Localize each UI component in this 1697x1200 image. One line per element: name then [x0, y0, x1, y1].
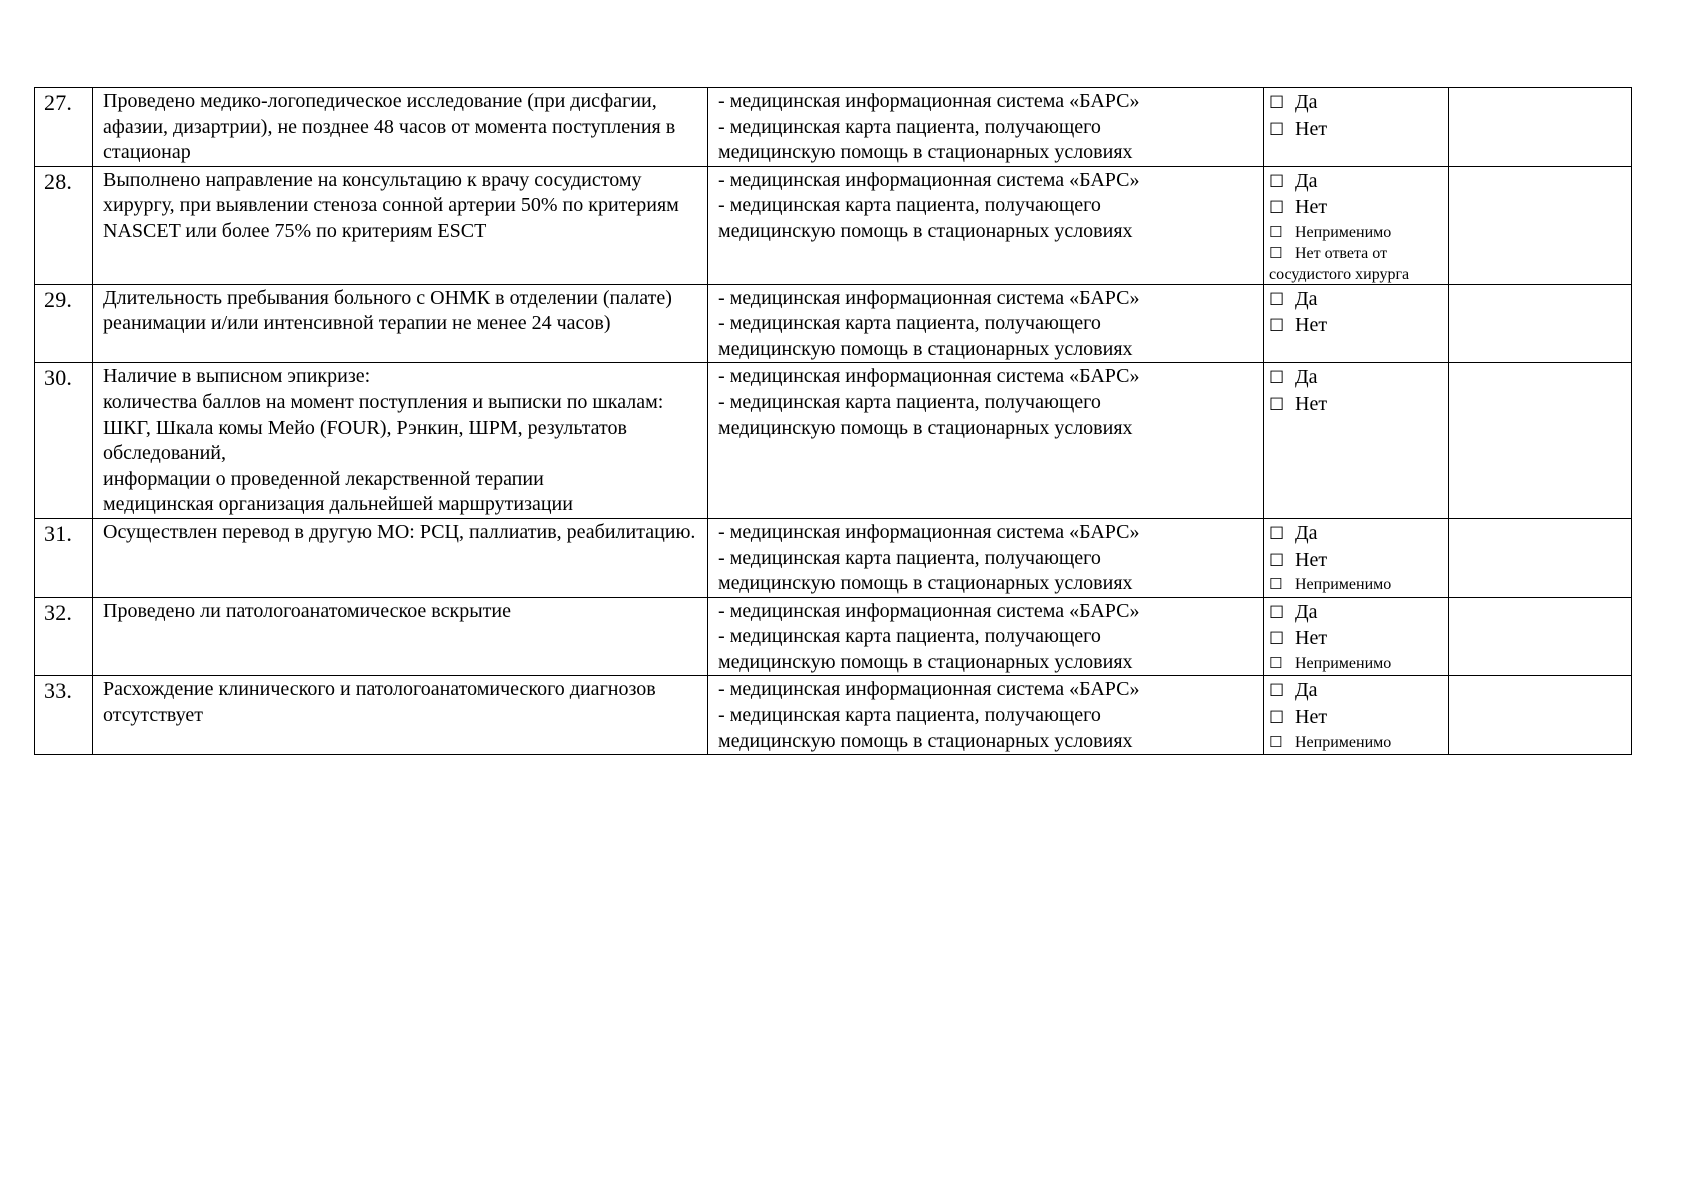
criterion-text: Проведено медико-логопедическое исследование (при дисфагии, афазии, дизартрии), не позднее 48 часов от момента поступления в стационар [103, 90, 676, 164]
option-label: Неприменимо [1295, 654, 1392, 672]
criterion-text: информации о проведенной лекарственной терапии [103, 467, 544, 490]
notes-cell[interactable] [1449, 518, 1632, 597]
row-number-cell [35, 597, 93, 676]
option-yes[interactable] [1269, 287, 1444, 314]
source-line: - медицинская карта пациента, получающего [718, 704, 1101, 727]
option-label: Да [1295, 366, 1318, 389]
option-label: Да [1295, 600, 1318, 623]
source-cell [708, 597, 1264, 676]
option-no[interactable] [1269, 392, 1444, 419]
source-line: - медицинская карта пациента, получающего [718, 115, 1101, 138]
checkbox-icon[interactable]: ☐ [1269, 316, 1285, 337]
row-number: 31. [44, 520, 73, 546]
checkbox-icon[interactable]: ☐ [1269, 394, 1285, 415]
notes-cell[interactable] [1449, 363, 1632, 519]
option-label: Нет [1295, 196, 1328, 219]
checkbox-icon[interactable]: ☐ [1269, 708, 1285, 729]
criterion-text: Расхождение клинического и патологоанатомического диагнозов отсутствует [103, 678, 656, 727]
option-label: Неприменимо [1295, 223, 1392, 241]
row-number: 30. [44, 365, 73, 391]
row-number: 33. [44, 678, 73, 704]
row-number-cell [35, 518, 93, 597]
option-no[interactable] [1269, 626, 1444, 653]
criterion-cell [93, 88, 708, 167]
source-cell [708, 363, 1264, 519]
answer-cell [1264, 88, 1449, 167]
option-not-applicable[interactable] [1269, 653, 1444, 674]
criterion-text: медицинская организация дальнейшей маршрутизации [103, 493, 573, 516]
option-label: Неприменимо [1295, 576, 1392, 594]
table-row [35, 676, 1632, 755]
row-number: 29. [44, 286, 73, 312]
answer-cell [1264, 166, 1449, 284]
source-line: - медицинская информационная система «БАРС» [718, 168, 1140, 191]
answer-cell [1264, 284, 1449, 363]
option-no-surgeon-reply[interactable] [1269, 243, 1444, 264]
row-number-cell [35, 676, 93, 755]
source-line: - медицинская информационная система «БАРС» [718, 286, 1140, 309]
notes-cell[interactable] [1449, 597, 1632, 676]
notes-cell[interactable] [1449, 88, 1632, 167]
checkbox-icon[interactable]: ☐ [1269, 93, 1285, 113]
option-label: Нет [1295, 706, 1328, 729]
option-not-applicable[interactable] [1269, 222, 1444, 243]
source-line: - медицинская информационная система «БАРС» [718, 520, 1140, 543]
checkbox-icon[interactable]: ☐ [1269, 244, 1283, 263]
option-no[interactable] [1269, 117, 1444, 144]
source-line: - медицинская информационная система «БАРС» [718, 678, 1140, 701]
criterion-text: количества баллов на момент поступления и выписки по шкалам: ШКГ, Шкала комы Мейо (FOUR), Рэнкин, ШРМ, результатов обследований, [103, 390, 664, 465]
checkbox-icon[interactable]: ☐ [1269, 368, 1285, 389]
checkbox-icon[interactable]: ☐ [1269, 575, 1283, 594]
criterion-text: Осуществлен перевод в другую МО: РСЦ, паллиатив, реабилитацию. [103, 520, 696, 543]
option-label: Нет [1295, 117, 1328, 140]
answer-cell [1264, 518, 1449, 597]
table-row [35, 284, 1632, 363]
criterion-text: Длительность пребывания больного с ОНМК в отделении (палате) реанимации и/или интенсивной терапии не менее 24 часов) [103, 286, 672, 335]
criterion-text: Наличие в выписном эпикризе: [103, 365, 371, 388]
table-row [35, 166, 1632, 284]
option-label: Нет [1295, 548, 1328, 571]
checkbox-icon[interactable]: ☐ [1269, 523, 1285, 544]
notes-cell[interactable] [1449, 676, 1632, 755]
option-label: Да [1295, 169, 1318, 192]
criteria-table [34, 87, 1632, 755]
checkbox-icon[interactable]: ☐ [1269, 550, 1285, 571]
row-number: 32. [44, 599, 73, 625]
checkbox-icon[interactable]: ☐ [1269, 198, 1285, 219]
row-number: 28. [44, 168, 73, 194]
source-line: - медицинская карта пациента, получающего [718, 312, 1101, 335]
source-cell [708, 88, 1264, 167]
source-line: - медицинская информационная система «БАРС» [718, 365, 1140, 388]
source-line: - медицинская карта пациента, получающего [718, 546, 1101, 569]
criterion-cell [93, 166, 708, 284]
checkbox-icon[interactable]: ☐ [1269, 732, 1283, 751]
source-line: - медицинская информационная система «БАРС» [718, 90, 1140, 112]
option-yes[interactable] [1269, 521, 1444, 548]
option-not-applicable[interactable] [1269, 574, 1444, 595]
option-yes[interactable] [1269, 365, 1444, 392]
criterion-cell [93, 676, 708, 755]
criterion-cell [93, 518, 708, 597]
option-label: Да [1295, 521, 1318, 544]
option-label: Нет [1295, 392, 1328, 415]
source-line: - медицинская информационная система «БАРС» [718, 599, 1140, 622]
source-line: медицинскую помощь в стационарных условиях [718, 337, 1133, 360]
option-no[interactable] [1269, 705, 1444, 732]
row-number: 27. [44, 90, 73, 115]
option-label: Неприменимо [1295, 733, 1392, 751]
source-cell [708, 518, 1264, 597]
checkbox-icon[interactable]: ☐ [1269, 222, 1283, 241]
source-cell [708, 166, 1264, 284]
checkbox-icon[interactable]: ☐ [1269, 289, 1285, 310]
answer-cell [1264, 597, 1449, 676]
notes-cell[interactable] [1449, 284, 1632, 363]
criterion-cell [93, 597, 708, 676]
checkbox-icon[interactable]: ☐ [1269, 653, 1283, 672]
option-no[interactable] [1269, 195, 1444, 222]
table-row [35, 518, 1632, 597]
source-line: медицинскую помощь в стационарных условиях [718, 416, 1133, 439]
option-yes[interactable] [1269, 169, 1444, 196]
option-label: Нет ответа от [1295, 245, 1388, 263]
answer-cell [1264, 363, 1449, 519]
option-no[interactable] [1269, 548, 1444, 575]
criterion-cell [93, 363, 708, 519]
table-row [35, 88, 1632, 167]
option-no[interactable] [1269, 313, 1444, 340]
source-cell [708, 676, 1264, 755]
source-line: медицинскую помощь в стационарных условиях [718, 729, 1133, 752]
row-number-cell [35, 284, 93, 363]
checkbox-icon[interactable]: ☐ [1269, 681, 1285, 702]
option-label: Да [1295, 679, 1318, 702]
table-row [35, 363, 1632, 519]
option-yes[interactable] [1269, 600, 1444, 627]
option-label-continuation: сосудистого хирурга [1269, 265, 1410, 283]
criterion-text: Выполнено направление на консультацию к врачу сосудистому хирургу, при выявлении стеноза сонной артерии 50% по критериям NASCET или более 75% по критериям ESCT [103, 168, 679, 242]
checkbox-icon[interactable]: ☐ [1269, 629, 1285, 650]
option-label: Нет [1295, 627, 1328, 650]
checkbox-icon[interactable]: ☐ [1269, 171, 1285, 192]
source-line: - медицинская карта пациента, получающего [718, 390, 1101, 413]
source-line: медицинскую помощь в стационарных условиях [718, 572, 1133, 595]
source-line: медицинскую помощь в стационарных условиях [718, 141, 1133, 164]
notes-cell[interactable] [1449, 166, 1632, 284]
option-label: Нет [1295, 314, 1328, 337]
option-yes[interactable] [1269, 678, 1444, 705]
checkbox-icon[interactable]: ☐ [1269, 119, 1285, 140]
row-number-cell [35, 166, 93, 284]
option-label: Да [1295, 287, 1318, 310]
checkbox-icon[interactable]: ☐ [1269, 602, 1285, 623]
row-number-cell [35, 88, 93, 167]
row-number-cell [35, 363, 93, 519]
option-not-applicable[interactable] [1269, 732, 1444, 753]
option-label: Да [1295, 91, 1318, 113]
answer-cell [1264, 676, 1449, 755]
source-line: - медицинская карта пациента, получающего [718, 194, 1101, 217]
criterion-cell [93, 284, 708, 363]
table-row [35, 597, 1632, 676]
source-cell [708, 284, 1264, 363]
criterion-text: Проведено ли патологоанатомическое вскрытие [103, 599, 511, 622]
option-yes[interactable] [1269, 90, 1444, 117]
source-line: - медицинская карта пациента, получающего [718, 625, 1101, 648]
source-line: медицинскую помощь в стационарных условиях [718, 219, 1133, 242]
source-line: медицинскую помощь в стационарных условиях [718, 650, 1133, 673]
